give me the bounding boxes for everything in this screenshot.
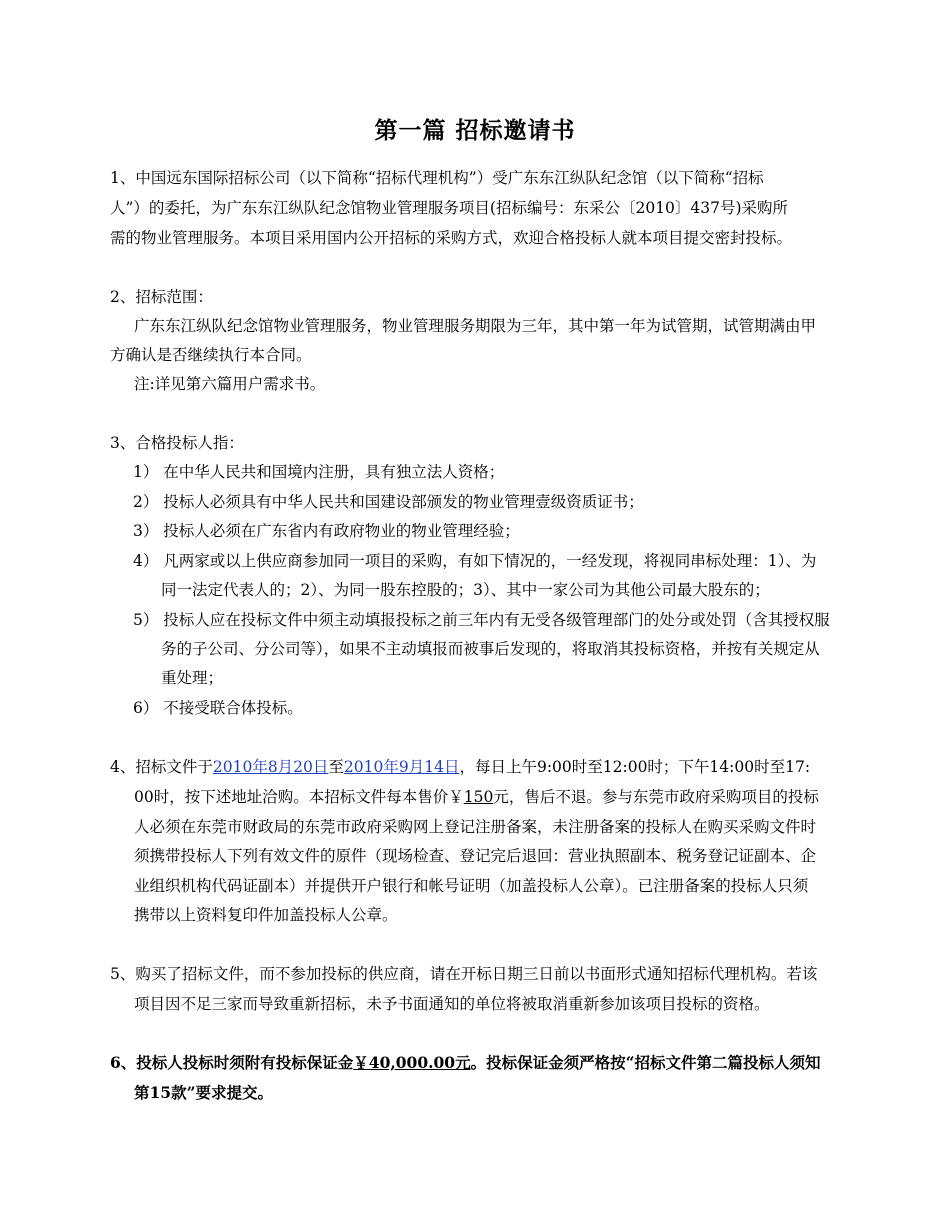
open-date-link[interactable]: 2010年8月20日 <box>212 758 329 776</box>
deposit-amount: ￥40,000.00元 <box>353 1053 471 1072</box>
page-title: 第一篇 招标邀请书 <box>374 118 576 144</box>
s6-text-post: 。投标保证金须严格按“招标文件第二篇投标人须知 <box>470 1053 821 1072</box>
s4-line-1 <box>110 757 810 777</box>
s2-line-2: 方确认是否继续执行本合同。 <box>110 346 312 364</box>
price-value: 150 <box>463 788 494 806</box>
s2-note: 注:详见第六篇用户需求书。 <box>134 375 326 393</box>
s5-line-2: 项目因不足三家而导致重新招标，未予书面通知的单位将被取消重新参加该项目投标的资格。 <box>134 995 770 1013</box>
s4-text-pre: 4、招标文件于 <box>110 758 213 776</box>
s3-item-1: 1） 在中华人民共和国境内注册，具有独立法人资格； <box>133 463 505 481</box>
s3-item-5-line-1: 5） 投标人应在投标文件中须主动填报投标之前三年内有无受各级管理部门的处分或处罚（含其授权服 <box>133 611 830 629</box>
s6-line-2: 第15款”要求提交。 <box>134 1083 273 1102</box>
s3-item-6: 6） 不接受联合体投标。 <box>133 699 303 717</box>
s4-line-6: 携带以上资料复印件加盖投标人公章。 <box>134 906 398 924</box>
s4-line-3: 人必须在东莞市财政局的东莞市政府采购网上登记注册备案，未注册备案的投标人在购买采购文件时 <box>134 818 817 836</box>
s4-line-4: 须携带投标人下列有效文件的原件（现场检查、登记完后退回：营业执照副本、税务登记证副本、企 <box>134 847 817 865</box>
s3-heading: 3、合格投标人指： <box>110 434 244 452</box>
s2-heading: 2、招标范围： <box>110 288 213 306</box>
s3-item-5-line-2: 务的子公司、分公司等），如果不主动填报而被事后发现的，将取消其投标资格，并按有关规定从 <box>161 640 820 658</box>
s1-line-2: 人”）的委托，为广东东江纵队纪念馆物业管理服务项目(招标编号：东采公〔2010〕437号)采购所 <box>110 199 789 217</box>
s3-item-4-line-1: 4） 凡两家或以上供应商参加同一项目的采购，有如下情况的，一经发现，将视同串标处理：1）、为 <box>133 552 817 570</box>
s2-line-1: 广东东江纵队纪念馆物业管理服务，物业管理服务期限为三年，其中第一年为试管期，试管期满由甲 <box>134 317 817 335</box>
s5-line-1: 5、购买了招标文件，而不参加投标的供应商，请在开标日期三日前以书面形式通知招标代理机构。若该 <box>110 965 818 983</box>
close-date-link[interactable]: 2010年9月14日 <box>343 758 460 776</box>
s4-line-5: 业组织机构代码证副本）并提供开户银行和帐号证明（加盖投标人公章）。已注册备案的投标人只须 <box>134 877 809 895</box>
s6-line-1 <box>110 1053 821 1073</box>
s3-item-5-line-3: 重处理； <box>161 669 224 687</box>
s6-text-pre: 6、投标人投标时须附有投标保证金 <box>110 1053 354 1072</box>
s1-line-1: 1、中国远东国际招标公司（以下简称“招标代理机构”）受广东东江纵队纪念馆（以下简称“招标 <box>110 169 764 187</box>
s4-line-2 <box>134 787 819 807</box>
s4-text-l2b: 元，售后不退。参与东莞市政府采购项目的投标 <box>493 788 819 806</box>
s3-item-4-line-2: 同一法定代表人的；2）、为同一股东控股的；3）、其中一家公司为其他公司最大股东的； <box>161 581 770 599</box>
s3-item-3: 3） 投标人必须在广东省内有政府物业的物业管理经验； <box>133 522 520 540</box>
s1-line-3: 需的物业管理服务。本项目采用国内公开招标的采购方式，欢迎合格投标人就本项目提交密封投标。 <box>110 229 793 247</box>
s4-text-post: ，每日上午9:00时至12:00时；下午14:00时至17: <box>459 758 811 776</box>
s4-text-mid: 至 <box>328 758 344 776</box>
s3-item-2: 2） 投标人必须具有中华人民共和国建设部颁发的物业管理壹级资质证书； <box>133 493 644 511</box>
s4-text-l2a: 00时，按下述地址洽购。本招标文件每本售价￥ <box>134 788 464 806</box>
